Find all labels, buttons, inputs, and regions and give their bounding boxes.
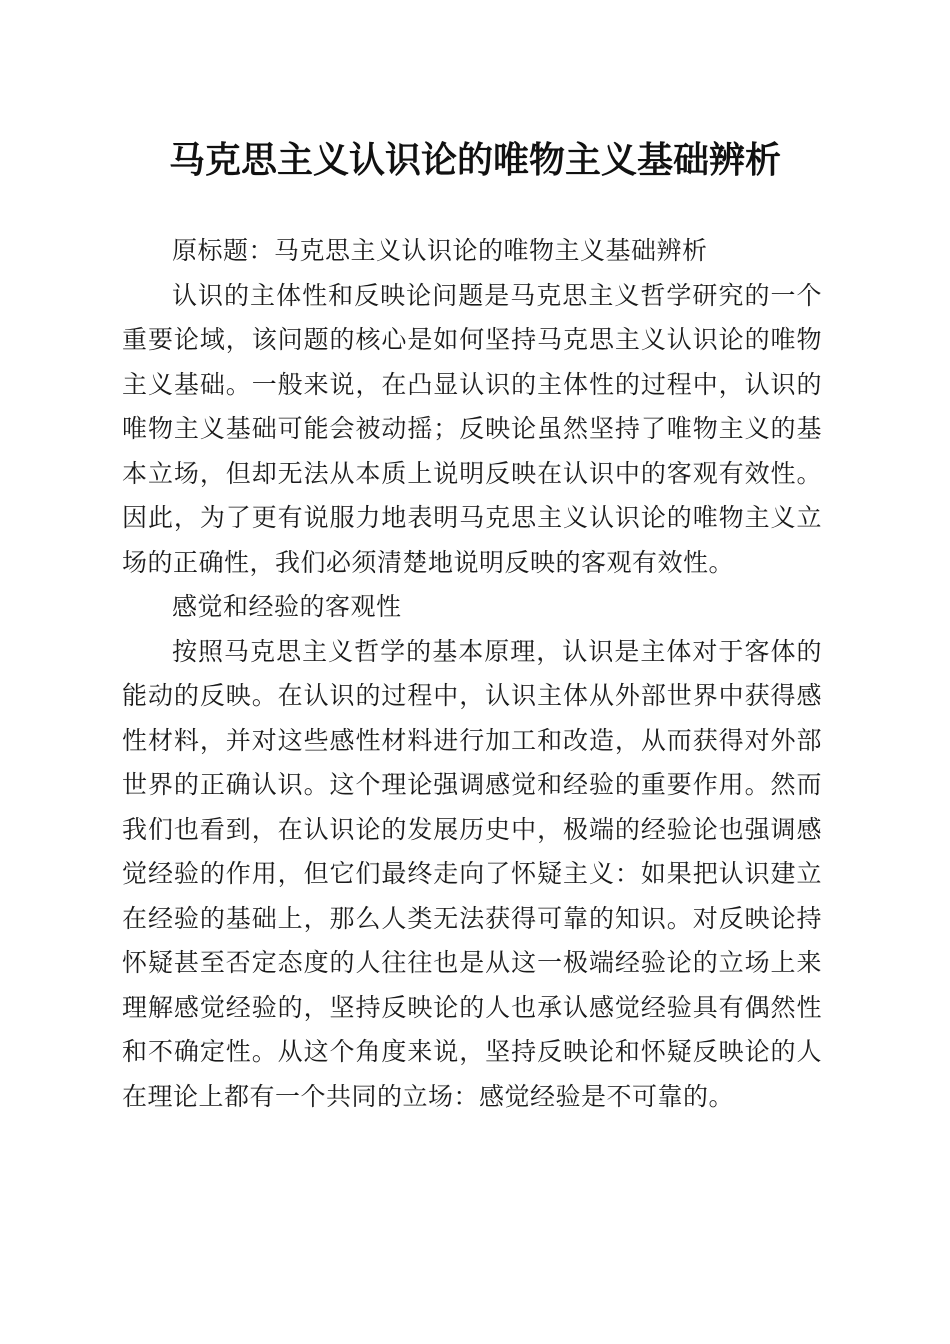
original-title-line: 原标题：马克思主义认识论的唯物主义基础辨析 (172, 236, 708, 265)
section-heading: 感觉和经验的客观性 (172, 592, 402, 621)
paragraph-intro: 认识的主体性和反映论问题是马克思主义哲学研究的一个重要论域，该问题的核心是如何坚持马克思主义认识论的唯物主义基础。一般来说，在凸显认识的主体性的过程中，认识的唯物主义基础可能会被动摇；反映论虽然坚持了唯物主义的基本立场，但却无法从本质上说明反映在认识中的客观有效性。因此，为了更有说服力地表明马克思主义认识论的唯物主义立场的正确性，我们必须清楚地说明反映的客观有效性。 (122, 280, 822, 577)
document-title: 马克思主义认识论的唯物主义基础辨析 (168, 139, 781, 181)
document-body (122, 229, 822, 1119)
paragraph-sensation: 按照马克思主义哲学的基本原理，认识是主体对于客体的能动的反映。在认识的过程中，认识主体从外部世界中获得感性材料，并对这些感性材料进行加工和改造，从而获得对外部世界的正确认识。这个理论强调感觉和经验的重要作用。然而我们也看到，在认识论的发展历史中，极端的经验论也强调感觉经验的作用，但它们最终走向了怀疑主义：如果把认识建立在经验的基础上，那么人类无法获得可靠的知识。对反映论持怀疑甚至否定态度的人往往也是从这一极端经验论的立场上来理解感觉经验的，坚持反映论的人也承认感觉经验具有偶然性和不确定性。从这个角度来说，坚持反映论和怀疑反映论的人在理论上都有一个共同的立场：感觉经验是不可靠的。 (122, 636, 822, 1111)
